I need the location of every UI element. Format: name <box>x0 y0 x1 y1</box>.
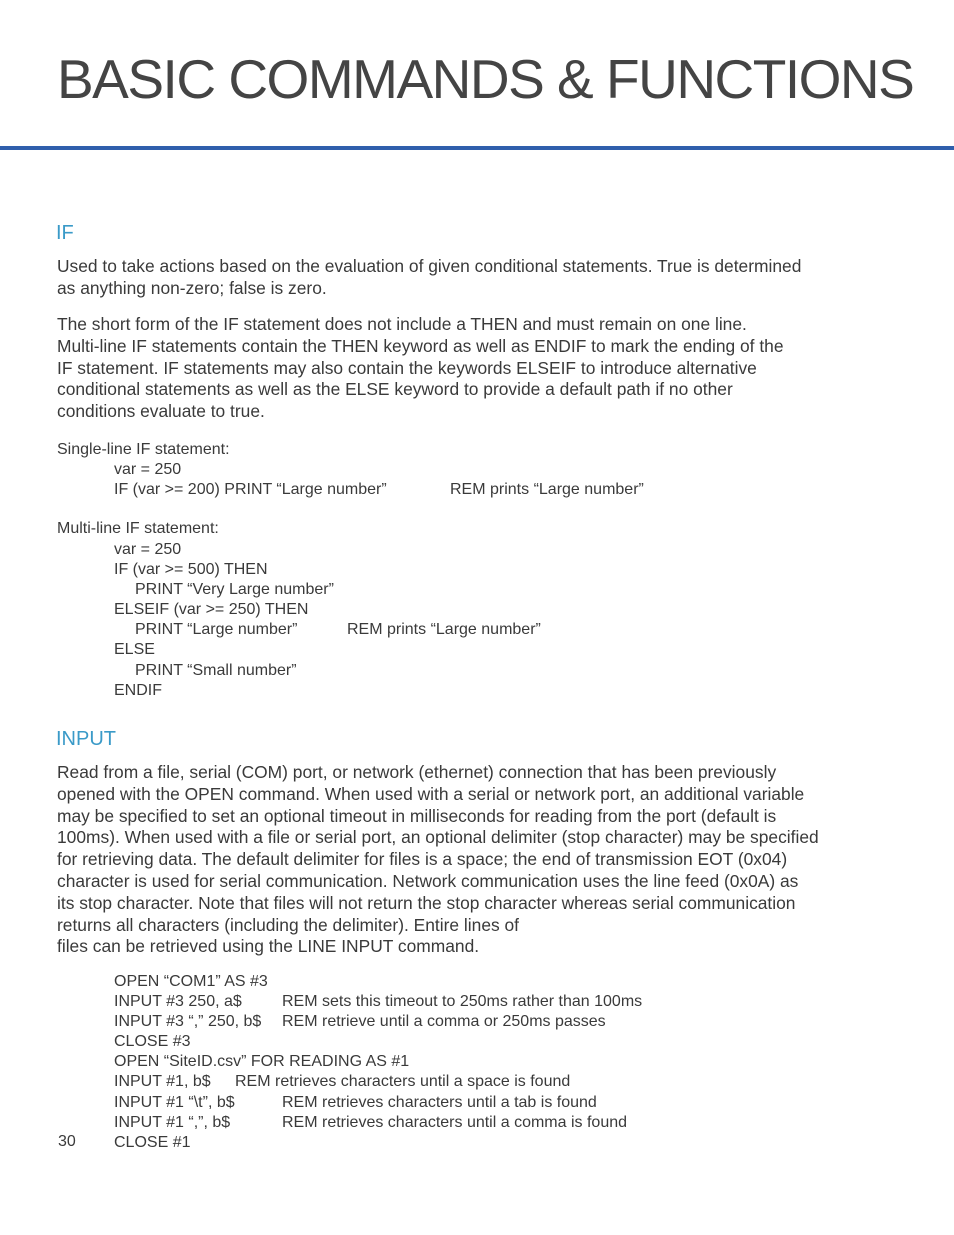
code-statement: INPUT #3 250, a$ <box>114 993 242 1011</box>
if-details-paragraph <box>57 314 907 423</box>
code-comment: REM retrieve until a comma or 250ms passes <box>282 1013 606 1031</box>
paragraph-line: 100ms). When used with a file or serial port, an optional delimiter (stop character) may be specified <box>57 827 819 848</box>
paragraph-line: conditions evaluate to true. <box>57 401 265 422</box>
paragraph-line: opened with the OPEN command. When used with a serial or network port, an additional variable <box>57 783 805 804</box>
if-description-paragraph <box>57 256 907 300</box>
page-number: 30 <box>58 1133 76 1150</box>
paragraph-line: as anything non-zero; false is zero. <box>57 277 327 298</box>
paragraph-line: for retrieving data. The default delimiter for files is a space; the end of transmission EOT (0x04) <box>57 849 788 870</box>
code-statement: ELSEIF (var >= 250) THEN <box>114 601 309 619</box>
code-statement: PRINT “Large number” <box>135 621 298 639</box>
code-comment: REM retrieves characters until a comma is found <box>282 1113 628 1131</box>
code-statement: PRINT “Very Large number” <box>135 581 334 599</box>
code-statement: OPEN “COM1” AS #3 <box>114 973 268 990</box>
code-statement: var = 250 <box>114 461 182 478</box>
paragraph-line: character is used for serial communication. Network communication uses the line feed (0x0A) as <box>57 870 799 891</box>
paragraph-line: conditional statements as well as the ELSE keyword to provide a default path if no other <box>57 379 733 400</box>
code-statement: IF (var >= 200) PRINT “Large number” <box>114 481 387 499</box>
input-description-paragraph <box>57 762 907 958</box>
code-comment: REM retrieves characters until a tab is found <box>282 1093 597 1111</box>
paragraph-line: Multi-line IF statements contain the THEN keyword as well as ENDIF to mark the ending of the <box>57 335 784 356</box>
code-comment: REM retrieves characters until a space is found <box>235 1073 571 1091</box>
paragraph-line: Used to take actions based on the evaluation of given conditional statements. True is determined <box>57 256 802 276</box>
code-comment: REM sets this timeout to 250ms rather than 100ms <box>282 993 643 1011</box>
code-comment: REM prints “Large number” <box>450 481 644 499</box>
code-statement: PRINT “Small number” <box>135 661 297 679</box>
paragraph-line: The short form of the IF statement does not include a THEN and must remain on one line. <box>57 314 747 334</box>
code-statement: INPUT #1 “,”, b$ <box>114 1113 231 1131</box>
single-line-example-label: Single-line IF statement: <box>57 441 230 458</box>
code-statement: IF (var >= 500) THEN <box>114 561 268 579</box>
paragraph-line: may be specified to set an optional timeout in milliseconds for reading from the port (default is <box>57 805 777 826</box>
code-statement: CLOSE #1 <box>114 1133 191 1151</box>
code-statement: INPUT #3 “,” 250, b$ <box>114 1013 262 1031</box>
code-statement: ENDIF <box>114 681 162 699</box>
paragraph-line: IF statement. IF statements may also contain the keywords ELSEIF to introduce alternative <box>57 357 757 378</box>
multi-line-example-label: Multi-line IF statement: <box>57 520 219 537</box>
code-statement: var = 250 <box>114 541 182 558</box>
input-heading: INPUT <box>56 728 116 750</box>
code-statement: CLOSE #3 <box>114 1033 191 1051</box>
paragraph-line: returns all characters (including the delimiter). Entire lines of <box>57 914 520 935</box>
if-heading: IF <box>56 222 74 244</box>
page-title: BASIC COMMANDS & FUNCTIONS <box>57 48 914 110</box>
code-statement: ELSE <box>114 641 155 659</box>
code-comment: REM prints “Large number” <box>347 621 541 639</box>
paragraph-line: its stop character. Note that files will not return the stop character whereas serial communication <box>57 892 796 913</box>
paragraph-line: files can be retrieved using the LINE INPUT command. <box>57 936 480 957</box>
title-divider <box>0 146 954 150</box>
paragraph-line: Read from a file, serial (COM) port, or network (ethernet) connection that has been previously <box>57 762 777 782</box>
code-statement: INPUT #1 “\t”, b$ <box>114 1093 235 1111</box>
code-statement: INPUT #1, b$ <box>114 1073 211 1091</box>
code-statement: OPEN “SiteID.csv” FOR READING AS #1 <box>114 1053 410 1071</box>
